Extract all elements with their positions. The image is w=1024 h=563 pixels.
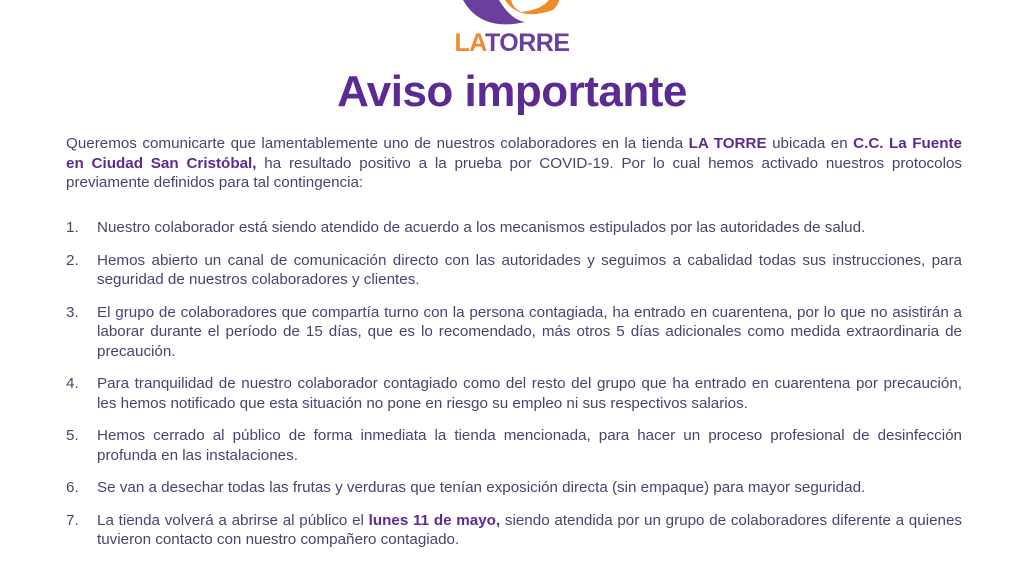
- list-item-text-1: La tienda volverá a abrirse al público el: [97, 511, 369, 529]
- list-item: [66, 374, 962, 413]
- list-item: [66, 251, 962, 290]
- brand-wordmark: [0, 30, 1024, 56]
- list-item-text: El grupo de colaboradores que compartía turno con la persona contagiada, ha entrado en cuarentena, por lo que no asistirán a laborar durante el período de 15 días, que es lo recomendado, más otros 5 días adicionales como medida extraordinaria de precaución.: [97, 303, 962, 360]
- list-item-text: Para tranquilidad de nuestro colaborador contagiado como del resto del grupo que ha entrado en cuarentena por precaución, les hemos notificado que esta situación no pone en riesgo su empleo ni sus respectivos salarios.: [97, 375, 962, 412]
- brand-wordmark-la: LA: [454, 29, 485, 57]
- intro-text-1: Queremos comunicarte que lamentablemente uno de nuestros colaboradores en la tienda: [66, 135, 689, 152]
- list-item: [66, 426, 962, 465]
- list-item-text: Nuestro colaborador está siendo atendido de acuerdo a los mecanismos estipulados por las autoridades de salud.: [97, 219, 866, 236]
- list-item-text: Hemos cerrado al público de forma inmediata la tienda mencionada, para hacer un proceso profesional de desinfección profunda en las instalaciones.: [97, 427, 962, 464]
- brand-logo: [0, 0, 1024, 60]
- intro-store-name: LA TORRE: [688, 135, 767, 152]
- list-item: [66, 303, 962, 362]
- intro-text-3: ha resultado positivo a la prueba por COVID-19. Por lo cual hemos activado nuestros protocolos previamente definidos para tal contingencia:: [66, 154, 962, 191]
- brand-wordmark-torre: TORRE: [484, 29, 570, 57]
- list-item: [66, 478, 962, 498]
- protocol-list: [66, 218, 962, 563]
- list-item-text: Hemos abierto un canal de comunicación directo con las autoridades y seguimos a cabalidad todas sus instrucciones, para seguridad de nuestros colaboradores y clientes.: [97, 251, 962, 288]
- list-item-number: 3.: [66, 303, 79, 321]
- intro-location: C.C. La Fuente en Ciudad San Cristóbal,: [66, 135, 962, 172]
- list-item-number: 4.: [66, 375, 79, 392]
- list-item: [66, 511, 962, 550]
- reopening-date: lunes 11 de mayo,: [368, 511, 501, 529]
- list-item-number: 7.: [66, 511, 79, 529]
- brand-emblem-icon: [461, 0, 561, 26]
- list-item: [66, 218, 962, 238]
- list-item-text: Se van a desechar todas las frutas y verduras que tenían exposición directa (sin empaque) para mayor seguridad.: [97, 479, 866, 496]
- list-item-number: 5.: [66, 427, 79, 444]
- intro-paragraph: [66, 134, 962, 193]
- intro-text-2: ubicada en: [766, 135, 854, 152]
- list-item-number: 6.: [66, 479, 79, 496]
- list-item-text-2: siendo atendida por un grupo de colaboradores diferente a quienes tuvieron contacto con nuestro compañero contagiado.: [97, 511, 962, 548]
- list-item-number: 2.: [66, 251, 79, 269]
- list-item-number: 1.: [66, 219, 79, 236]
- page-title: Aviso importante: [337, 67, 687, 116]
